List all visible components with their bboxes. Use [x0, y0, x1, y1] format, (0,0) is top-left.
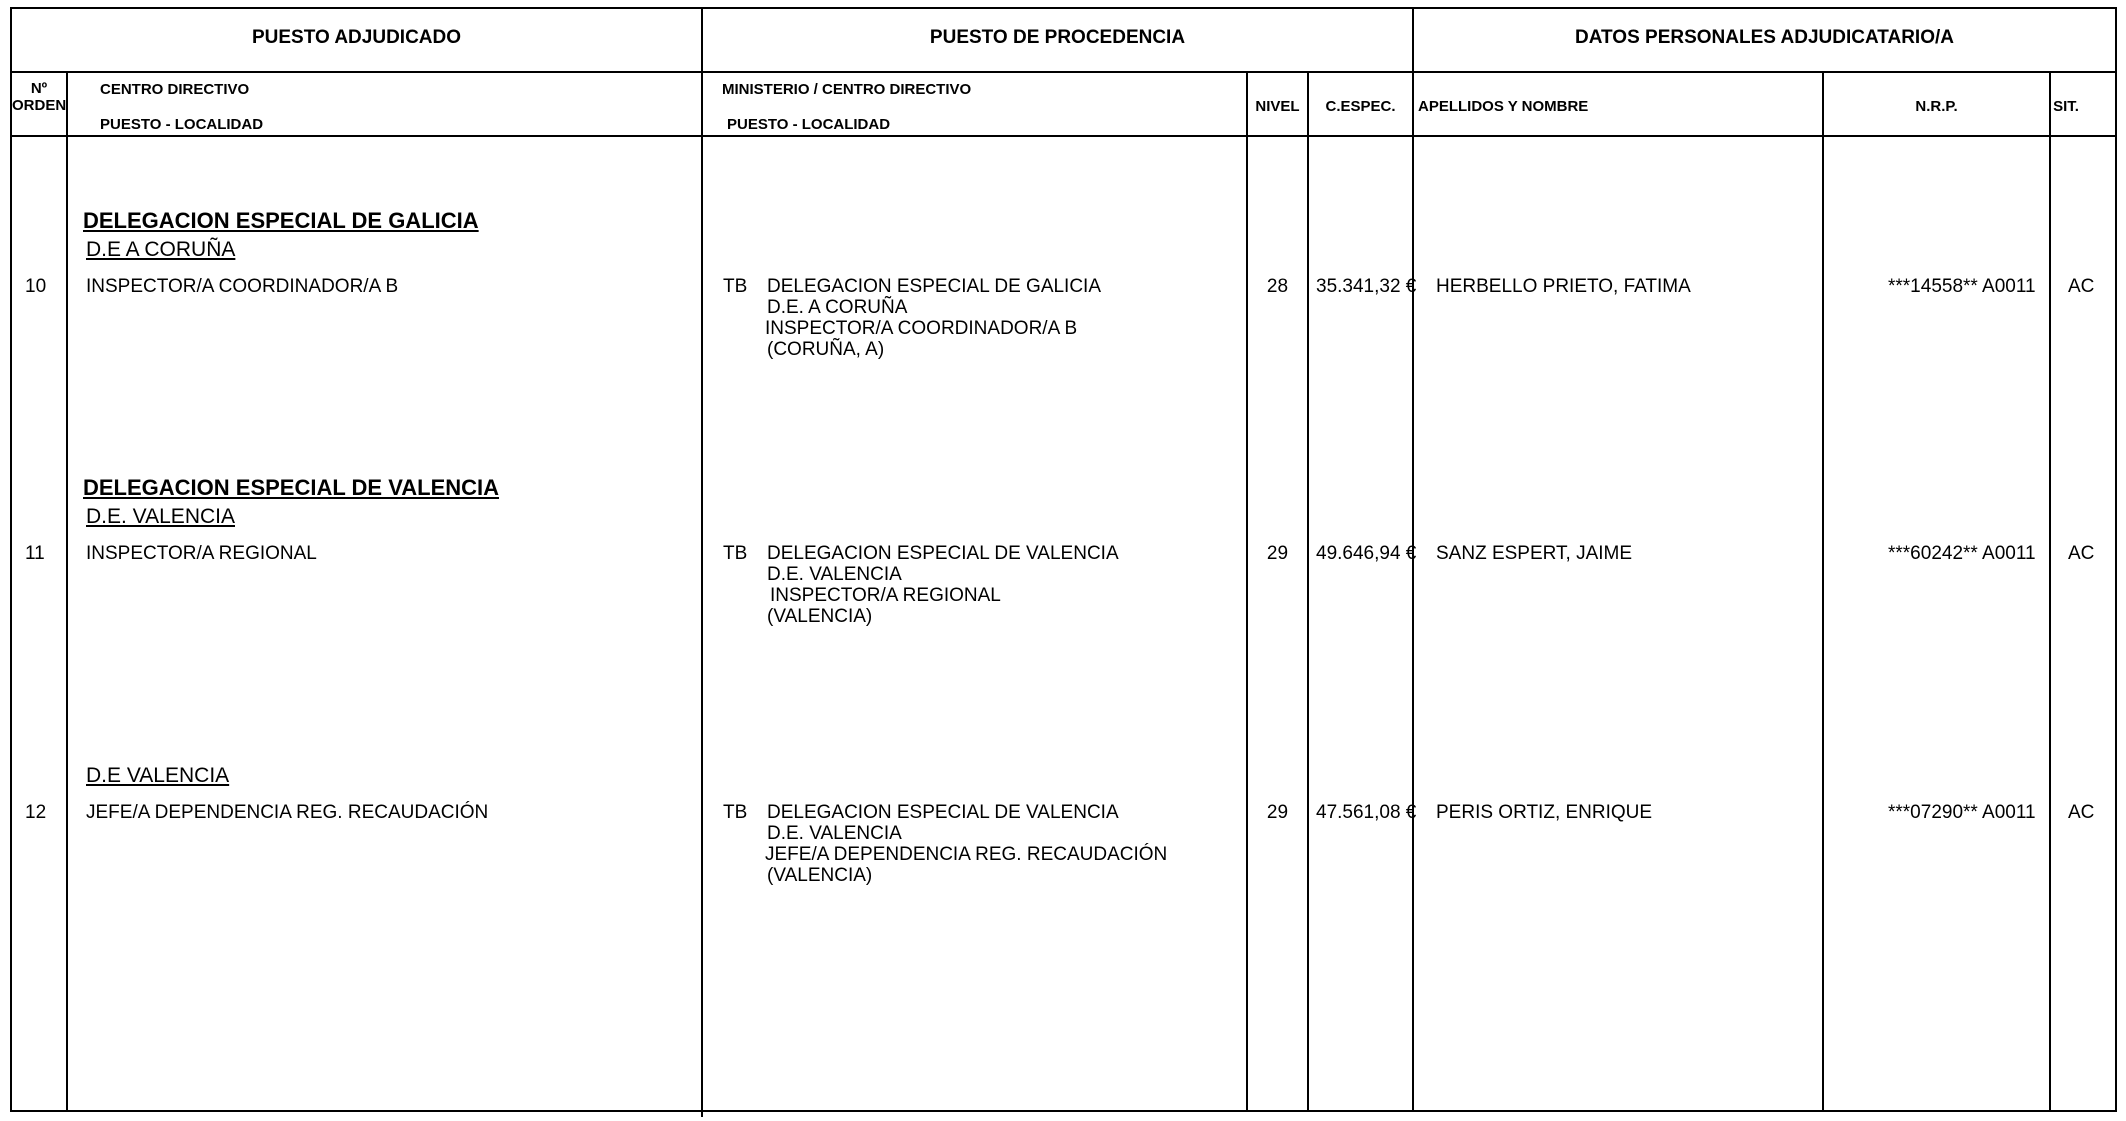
nombre-value: HERBELLO PRIETO, FATIMA	[1436, 276, 1691, 297]
orden-number: 10	[25, 276, 47, 297]
section-title: DELEGACION ESPECIAL DE VALENCIA	[83, 475, 500, 500]
section-title: DELEGACION ESPECIAL DE GALICIA	[83, 208, 479, 233]
header-ministerio-centro: MINISTERIO / CENTRO DIRECTIVO	[722, 81, 972, 98]
nivel-value: 28	[1266, 276, 1289, 297]
header-sit: SIT.	[2053, 98, 2079, 115]
header-datos-personales: DATOS PERSONALES ADJUDICATARIO/A	[1575, 27, 1954, 48]
header-c-espec: C.ESPEC.	[1325, 98, 1396, 115]
sit-value: AC	[2068, 802, 2095, 823]
orden-number: 12	[25, 802, 47, 823]
sit-value: AC	[2068, 543, 2095, 564]
header-puesto-procedencia: PUESTO DE PROCEDENCIA	[929, 27, 1186, 48]
nrp-value: ***60242** A0011	[1888, 543, 2036, 564]
puesto-adjudicado: INSPECTOR/A COORDINADOR/A B	[86, 276, 399, 297]
nombre-value: SANZ ESPERT, JAIME	[1436, 543, 1633, 564]
puesto-adjudicado: INSPECTOR/A REGIONAL	[86, 543, 317, 564]
procedencia-code: TB	[723, 543, 748, 564]
header-apellidos-nombre: APELLIDOS Y NOMBRE	[1418, 98, 1589, 115]
procedencia-line2: D.E. VALENCIA	[767, 823, 902, 844]
procedencia-line4: (VALENCIA)	[767, 606, 873, 627]
procedencia-line1: DELEGACION ESPECIAL DE VALENCIA	[767, 543, 1119, 564]
procedencia-line4: (VALENCIA)	[767, 865, 873, 886]
header-puesto-adjudicado: PUESTO ADJUDICADO	[251, 27, 462, 48]
puesto-adjudicado: JEFE/A DEPENDENCIA REG. RECAUDACIÓN	[86, 802, 489, 823]
procedencia-line4: (CORUÑA, A)	[767, 339, 885, 360]
procedencia-line2: D.E. VALENCIA	[767, 564, 902, 585]
procedencia-line2: D.E. A CORUÑA	[767, 297, 908, 318]
nrp-value: ***07290** A0011	[1888, 802, 2036, 823]
procedencia-code: TB	[723, 802, 748, 823]
header-puesto-localidad-procedencia: PUESTO - LOCALIDAD	[727, 116, 891, 133]
subsection-title: D.E. VALENCIA	[86, 505, 235, 528]
header-n-orden-line1: Nº	[30, 80, 48, 97]
header-puesto-localidad: PUESTO - LOCALIDAD	[100, 116, 264, 133]
header-n-orden	[12, 80, 66, 114]
header-n-orden-line2: ORDEN	[12, 97, 67, 114]
procedencia-line1: DELEGACION ESPECIAL DE GALICIA	[767, 276, 1102, 297]
subsection-title: D.E A CORUÑA	[86, 238, 236, 261]
sit-value: AC	[2068, 276, 2095, 297]
nivel-value: 29	[1266, 802, 1289, 823]
c-espec-value: 47.561,08 €	[1316, 802, 1417, 823]
procedencia-line3: INSPECTOR/A COORDINADOR/A B	[765, 318, 1078, 339]
orden-number: 11	[25, 543, 45, 564]
subsection-title: D.E VALENCIA	[86, 764, 230, 787]
header-nivel: NIVEL	[1255, 98, 1300, 115]
nivel-value: 29	[1266, 543, 1289, 564]
header-nrp: N.R.P.	[1915, 98, 1958, 115]
procedencia-code: TB	[723, 276, 748, 297]
nrp-value: ***14558** A0011	[1888, 276, 2036, 297]
c-espec-value: 35.341,32 €	[1316, 276, 1417, 297]
procedencia-line3: JEFE/A DEPENDENCIA REG. RECAUDACIÓN	[765, 844, 1168, 865]
procedencia-line3: INSPECTOR/A REGIONAL	[770, 585, 1001, 606]
procedencia-line1: DELEGACION ESPECIAL DE VALENCIA	[767, 802, 1119, 823]
header-centro-directivo: CENTRO DIRECTIVO	[100, 81, 250, 98]
nombre-value: PERIS ORTIZ, ENRIQUE	[1436, 802, 1653, 823]
c-espec-value: 49.646,94 €	[1316, 543, 1417, 564]
